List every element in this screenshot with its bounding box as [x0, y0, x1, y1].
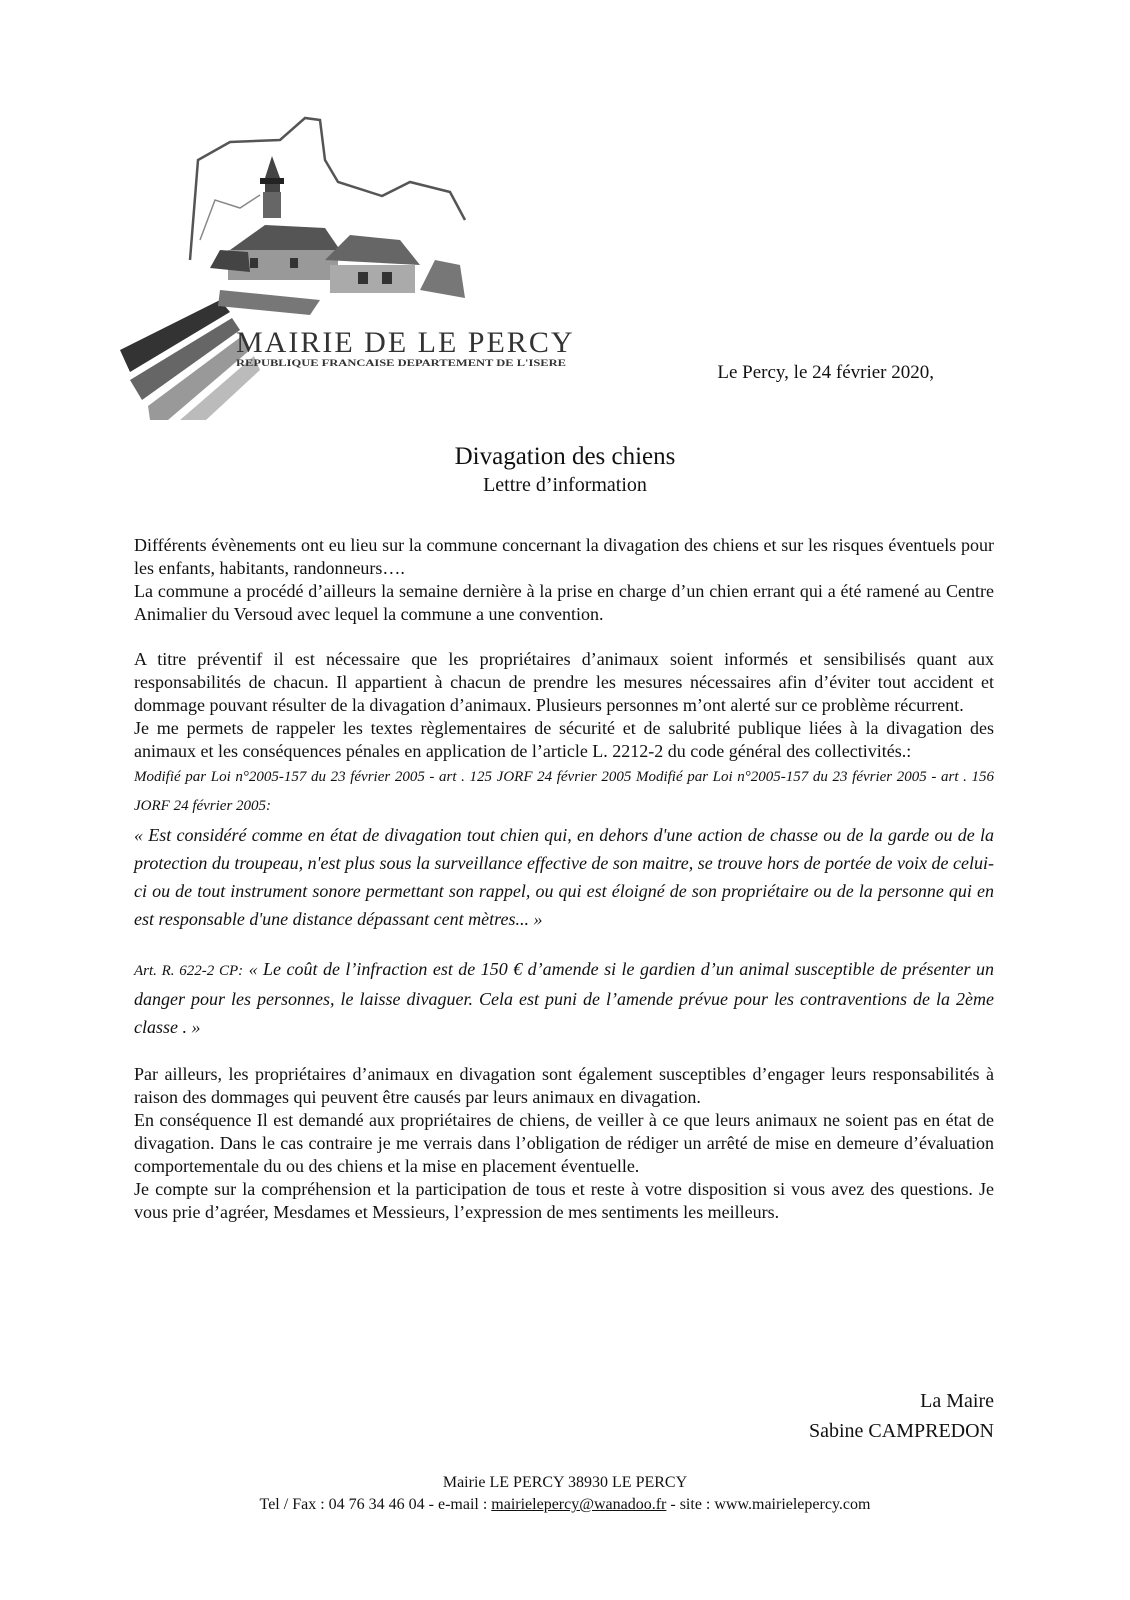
spacer	[134, 626, 994, 648]
paragraph-regulations: Je me permets de rappeler les textes règlementaires de sécurité et de salubrité publique liées à la divagation des animaux et les conséquences pénales en application de l’article L. 2212-2 du code général des collectivités.:	[134, 718, 994, 761]
signature-block	[600, 1386, 994, 1446]
signature-name: Sabine CAMPREDON	[808, 1420, 994, 1442]
letter-body	[134, 534, 994, 1224]
logo-subtitle: REPUBLIQUE FRANCAISE DEPARTEMENT DE L'ISERE	[236, 359, 566, 369]
letter-subtitle: Lettre d’information	[483, 474, 647, 496]
spacer	[134, 1041, 994, 1063]
paragraph-events: Différents évènements ont eu lieu sur la commune concernant la divagation des chiens et sur les risques éventuels pour les enfants, habitants, randonneurs….	[134, 535, 994, 578]
footer-site: - site : www.mairielepercy.com	[666, 1496, 871, 1513]
paragraph-prevention: A titre préventif il est nécessaire que les propriétaires d’animaux soient informés et sensibilisés quant aux responsabilités de chacun. Il appartient à chacun de prendre les mesures nécessaires afin d’éviter tout accident et dommage pouvant résulter de la divagation d’animaux. Plusieurs personnes m’ont alerté sur ce problème récurrent.	[134, 649, 994, 715]
logo-title: MAIRIE DE LE PERCY	[236, 326, 575, 359]
letter-title: Divagation des chiens	[454, 443, 676, 470]
article-text: « Le coût de l’infraction est de 150 € d’amende si le gardien d’un animal susceptible de présenter un danger pour les personnes, le laisse divaguer. Cela est puni de l’amende prévue pour les contraventions de la 2ème classe . »	[134, 959, 994, 1037]
paragraph-closing: Je compte sur la compréhension et la participation de tous et reste à votre disposition si vous avez des questions. Je vous prie d’agréer, Mesdames et Messieurs, l’expression de mes sentiments les meilleurs.	[134, 1179, 994, 1222]
law-quote: « Est considéré comme en état de divagation tout chien qui, en dehors d'une action de chasse ou de la garde ou de la protection du troupeau, n'est plus sous la surveillance effective de son maitre, se trouve hors de portée de voix de celui-ci ou de tout instrument sonore permettant son rappel, ou qui est éloigné de son propriétaire ou de la personne qui en est responsable d'une distance dépassant cent mètres... »	[134, 825, 994, 929]
paragraph-liability: Par ailleurs, les propriétaires d’animaux en divagation sont également susceptibles d’engager leurs responsabilités à raison des dommages qui peuvent être causés par leurs animaux en divagation.	[134, 1064, 994, 1107]
law-reference: Modifié par Loi n°2005-157 du 23 février 2005 - art . 125 JORF 24 février 2005 Modifié par Loi n°2005-157 du 23 février 2005 - art . 156 JORF 24 février 2005:	[134, 769, 994, 814]
letter-title-block	[0, 442, 1130, 498]
letter-date: Le Percy, le 24 février 2020,	[717, 362, 934, 383]
footer-contact	[0, 1494, 1130, 1516]
article-label: Art. R. 622-2 CP:	[134, 963, 244, 979]
mairie-logo	[120, 100, 580, 420]
email-link[interactable]: mairielepercy@wanadoo.fr	[491, 1496, 667, 1513]
paragraph-consequence: En conséquence Il est demandé aux propriétaires de chiens, de veiller à ce que leurs animaux ne soient pas en état de divagation. Dans le cas contraire je me verrais dans l’obligation de rédiger un arrêté de mise en demeure d’évaluation comportementale du ou des chiens et la mise en placement éventuelle.	[134, 1110, 994, 1176]
paragraph-stray-dog: La commune a procédé d’ailleurs la semaine dernière à la prise en charge d’un chien errant qui a été ramené au Centre Animalier du Versoud avec lequel la commune a une convention.	[134, 581, 994, 624]
letter-footer	[0, 1472, 1130, 1516]
article-penalty	[134, 955, 994, 1041]
footer-address: Mairie LE PERCY 38930 LE PERCY	[442, 1474, 688, 1491]
spacer	[134, 933, 994, 955]
footer-phone: Tel / Fax : 04 76 34 46 04 - e-mail :	[259, 1496, 492, 1513]
signature-role: La Maire	[920, 1390, 994, 1412]
